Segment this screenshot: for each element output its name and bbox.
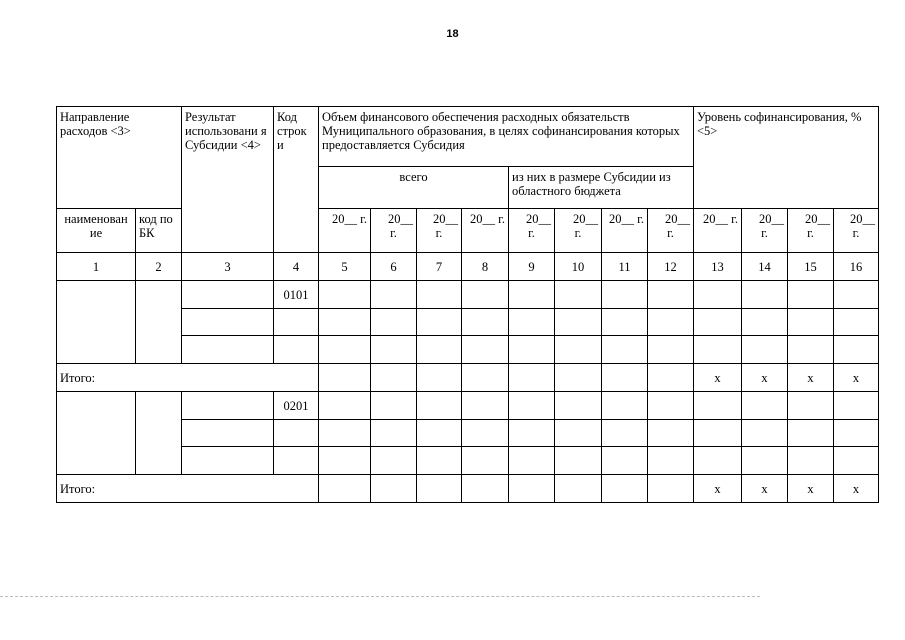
bk-code-cell[interactable]	[136, 281, 182, 364]
total-label: Итого:	[57, 475, 319, 503]
result-cell[interactable]	[182, 392, 274, 420]
column-number: 12	[648, 253, 694, 281]
result-cell[interactable]	[182, 309, 274, 336]
column-number: 15	[788, 253, 834, 281]
column-number: 13	[694, 253, 742, 281]
year-col-14: 20__ г.	[742, 209, 788, 253]
year-col-9: 20__ г.	[509, 209, 555, 253]
x-mark: x	[788, 364, 834, 392]
column-number-row	[57, 253, 879, 281]
name-cell[interactable]	[57, 281, 136, 364]
total-header: всего	[319, 167, 509, 209]
header-row-3	[57, 209, 879, 253]
result-cell[interactable]	[182, 447, 274, 475]
year-col-8: 20__ г.	[462, 209, 509, 253]
bk-code-header: код по БК	[136, 209, 182, 253]
row-code-header: Код строк и	[274, 107, 319, 253]
page-number: 18	[446, 28, 459, 40]
column-number: 7	[417, 253, 462, 281]
column-number: 6	[371, 253, 417, 281]
total-row	[57, 475, 879, 503]
page-footer-rule	[0, 596, 760, 597]
header-row-1	[57, 107, 879, 167]
total-row	[57, 364, 879, 392]
column-number: 8	[462, 253, 509, 281]
column-number: 2	[136, 253, 182, 281]
subsidy-table	[56, 106, 879, 503]
direction-header: Направление расходов <3>	[57, 107, 182, 209]
year-col-12: 20__ г.	[648, 209, 694, 253]
column-number: 10	[555, 253, 602, 281]
subsidy-part-header: из них в размере Субсидии из областного бюджета	[509, 167, 694, 209]
bk-code-cell[interactable]	[136, 392, 182, 475]
x-mark: x	[834, 475, 879, 503]
column-number: 5	[319, 253, 371, 281]
name-header: наименован ие	[57, 209, 136, 253]
total-label: Итого:	[57, 364, 319, 392]
year-col-10: 20__ г.	[555, 209, 602, 253]
name-cell[interactable]	[57, 392, 136, 475]
cofinancing-level-header: Уровень софинансирования, % <5>	[694, 107, 879, 209]
year-col-5	[319, 209, 371, 253]
column-number: 16	[834, 253, 879, 281]
table-row	[57, 392, 879, 420]
x-mark: x	[694, 475, 742, 503]
column-number: 11	[602, 253, 648, 281]
x-mark: x	[694, 364, 742, 392]
x-mark: x	[788, 475, 834, 503]
column-number: 1	[57, 253, 136, 281]
column-number: 14	[742, 253, 788, 281]
year-col-11: 20__ г.	[602, 209, 648, 253]
result-header: Результат использовани я Субсидии <4>	[182, 107, 274, 253]
year-col-16: 20__ г.	[834, 209, 879, 253]
column-number: 3	[182, 253, 274, 281]
x-mark: x	[742, 364, 788, 392]
result-cell[interactable]	[182, 420, 274, 447]
year-col-13: 20__ г.	[694, 209, 742, 253]
year-col-15: 20__ г.	[788, 209, 834, 253]
column-number: 4	[274, 253, 319, 281]
year-label: 20__ г.	[332, 212, 367, 226]
column-number: 9	[509, 253, 555, 281]
year-col-6: 20__ г.	[371, 209, 417, 253]
result-cell[interactable]	[182, 281, 274, 309]
year-col-7: 20__ г.	[417, 209, 462, 253]
table-row	[57, 281, 879, 309]
volume-header: Объем финансового обеспечения расходных обязательств Муниципального образования, в целях софинансирования которых предоставляется Субсидия	[319, 107, 694, 167]
result-cell[interactable]	[182, 336, 274, 364]
row-code-cell: 0101	[274, 281, 319, 309]
row-code-cell: 0201	[274, 392, 319, 420]
x-mark: x	[834, 364, 879, 392]
x-mark: x	[742, 475, 788, 503]
